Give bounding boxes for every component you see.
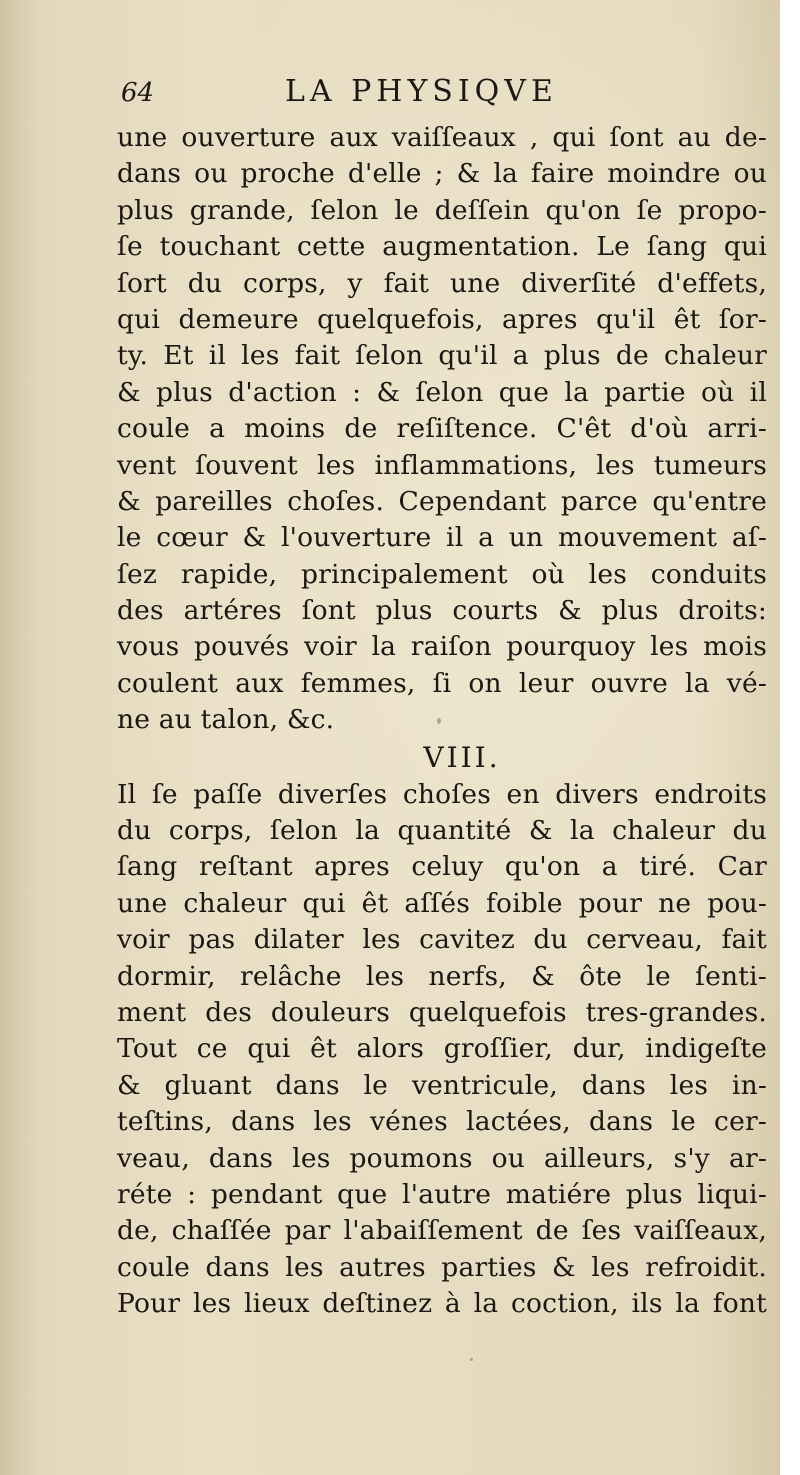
paragraph-2	[117, 777, 767, 1323]
section-number: VIII.	[423, 740, 501, 774]
text-line: le cœur & l'ouverture il a un mouvement aſ-	[117, 522, 767, 554]
text-line: veau, dans les poumons ou ailleurs, s'y ar-	[117, 1142, 767, 1174]
text-line: une chaleur qui êt aſſés foible pour ne pou-	[117, 887, 767, 919]
page-header	[117, 72, 767, 116]
text-line: de, chaſſée par l'abaiſſement de ſes vaiſſeaux,	[117, 1215, 767, 1247]
text-line: Pour les lieux deſtinez à la coction, ils la font	[117, 1288, 767, 1320]
text-line: & gluant dans le ventricule, dans les in-	[117, 1069, 767, 1101]
scan-border	[780, 0, 800, 1475]
text-line: des artéres ſont plus courts & plus droits:	[117, 595, 767, 627]
text-line: vent ſouvent les inflammations, les tumeurs	[117, 449, 767, 481]
text-line: du corps, ſelon la quantité & la chaleur du	[117, 815, 767, 847]
text-line: réte : pendant que l'autre matiére plus liqui-	[117, 1178, 767, 1210]
page-number: 64	[121, 78, 155, 108]
text-line: dans ou proche d'elle ; & la faire moindre ou	[117, 158, 767, 190]
text-line: dormir, relâche les nerfs, & ôte le ſenti-	[117, 960, 767, 992]
text-line: ſez rapide, principalement où les conduits	[117, 558, 767, 590]
text-line: coulent aux femmes, ſi on leur ouvre la vé-	[117, 667, 767, 699]
text-line: voir pas dilater les cavitez du cerveau, fait	[117, 924, 767, 956]
text-line: & plus d'action : & ſelon que la partie où il	[117, 376, 767, 408]
text-block	[117, 72, 767, 1323]
text-line: ſort du corps, y fait une diverſité d'effets,	[117, 267, 767, 299]
text-line: teſtins, dans les vénes lactées, dans le cer-	[117, 1106, 767, 1138]
text-line: ty. Et il les fait ſelon qu'il a plus de chaleur	[117, 340, 767, 372]
paragraph-1	[117, 120, 767, 739]
text-line: ne au talon, &c.	[117, 704, 335, 736]
ink-speck	[470, 1358, 473, 1361]
text-line: une ouverture aux vaiſſeaux , qui ſont au de-	[117, 122, 767, 153]
text-line: ment des douleurs quelquefois tres-grandes.	[117, 996, 767, 1028]
running-title: LA PHYSIQVE	[285, 74, 558, 109]
text-line: coule a moins de reſiſtence. C'êt d'où arri-	[117, 413, 767, 445]
text-line: vous pouvés voir la raiſon pourquoy les mois	[117, 631, 767, 663]
text-line: plus grande, ſelon le deſſein qu'on ſe propo-	[117, 194, 767, 226]
text-line: ſang reſtant apres celuy qu'on a tiré. Car	[117, 851, 767, 883]
text-line: qui demeure quelquefois, apres qu'il êt ſor-	[117, 303, 767, 335]
text-line: Tout ce qui êt alors groſſier, dur, indigeſte	[117, 1033, 767, 1065]
text-line: ſe touchant cette augmentation. Le ſang qui	[117, 231, 767, 263]
text-line: coule dans les autres parties & les refroidit.	[117, 1251, 767, 1283]
text-line: Il ſe paſſe diverſes choſes en divers endroits	[117, 778, 767, 810]
text-line: & pareilles choſes. Cependant parce qu'entre	[117, 485, 767, 517]
